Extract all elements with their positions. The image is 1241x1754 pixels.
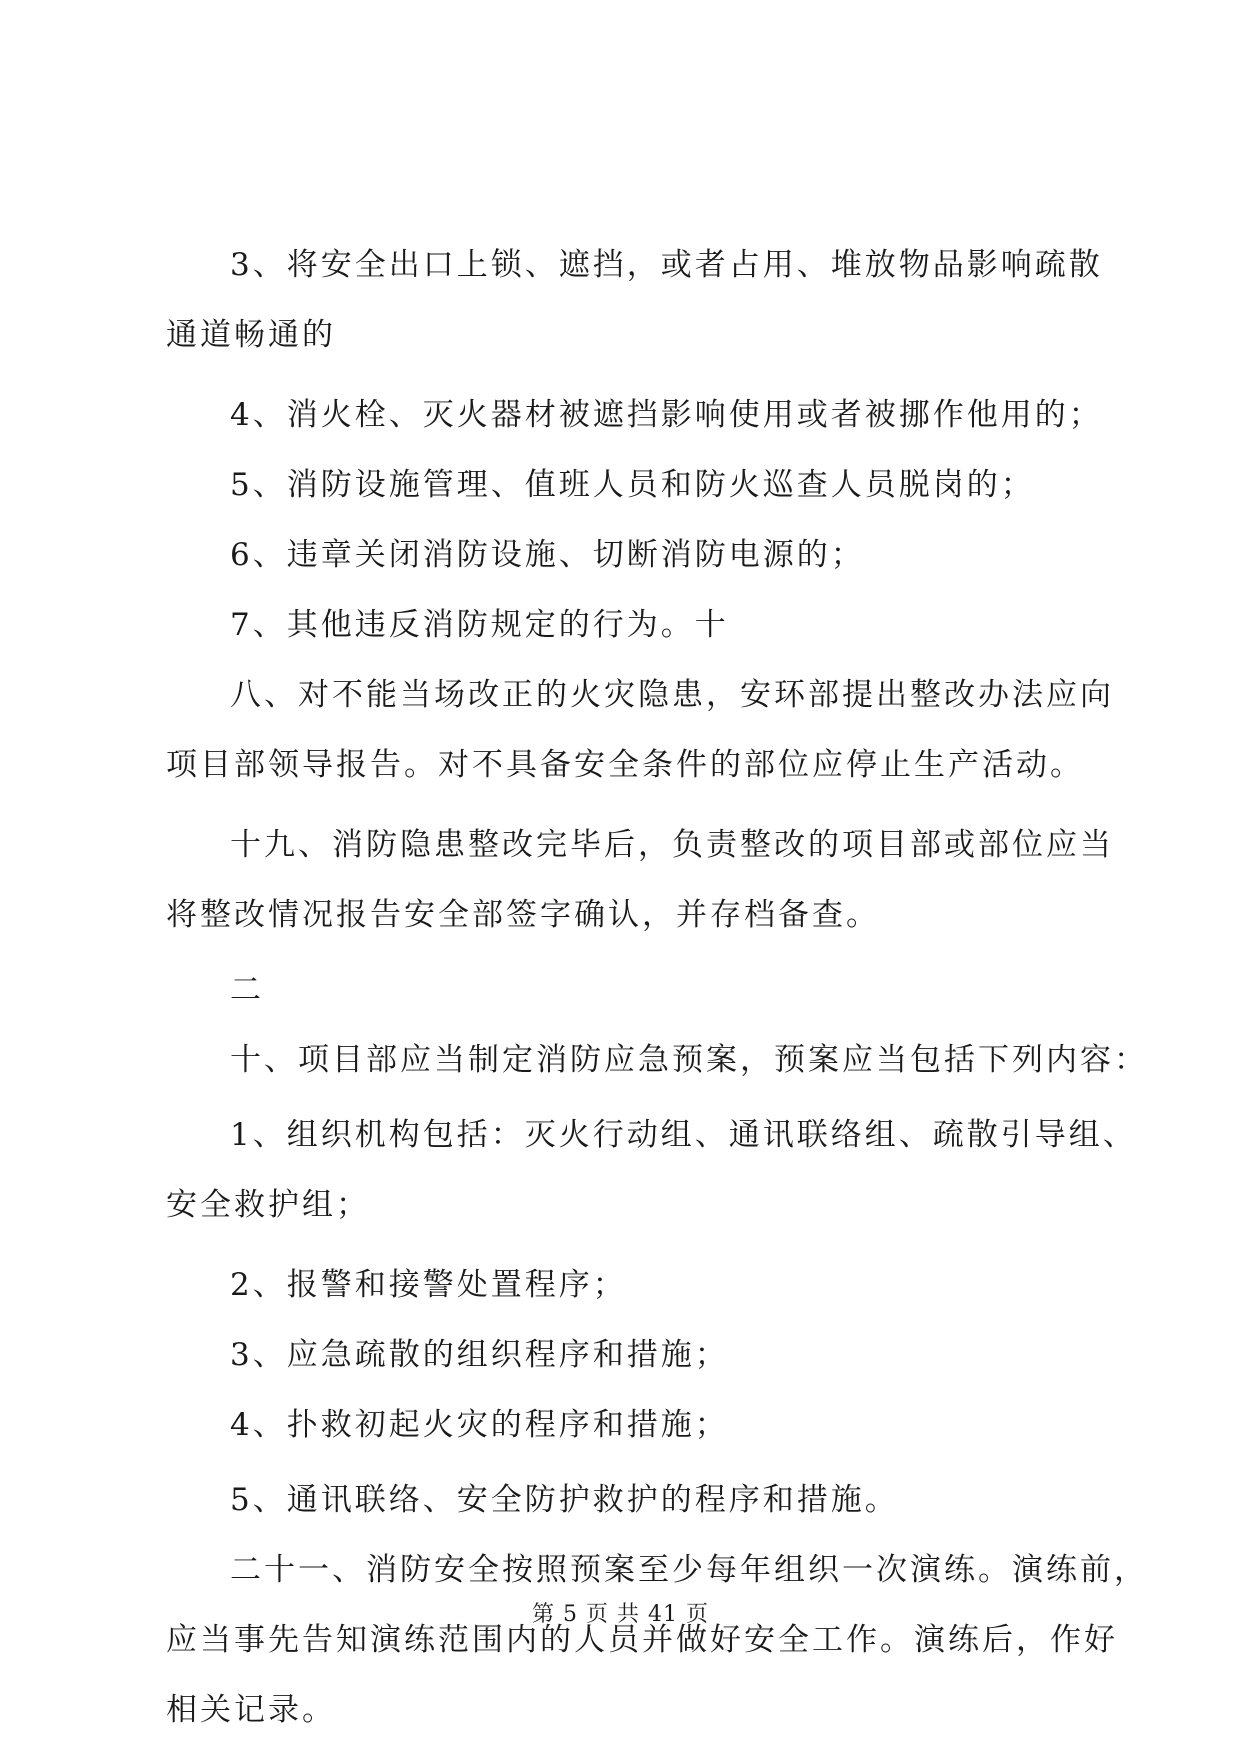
text-line: 4、扑救初起火灾的程序和措施； — [230, 1407, 729, 1443]
text-line: 通道畅通的 — [166, 317, 336, 353]
text-line: 应当事先告知演练范围内的人员并做好安全工作。演练后，作好 — [166, 1622, 1118, 1658]
text-line: 7、其他违反消防规定的行为。十 — [230, 607, 729, 643]
text-line: 八、对不能当场改正的火灾隐患，安环部提出整改办法应向 — [230, 677, 1114, 713]
text-line: 2、报警和接警处置程序； — [230, 1267, 627, 1303]
text-line: 6、违章关闭消防设施、切断消防电源的； — [230, 537, 865, 573]
text-line: 5、通讯联络、安全防护救护的程序和措施。 — [230, 1482, 899, 1518]
text-line: 4、消火栓、灭火器材被遮挡影响使用或者被挪作他用的； — [230, 397, 1103, 433]
text-line: 3、将安全出口上锁、遮挡，或者占用、堆放物品影响疏散 — [230, 247, 1103, 283]
text-line: 二 — [230, 972, 264, 1008]
text-line: 5、消防设施管理、值班人员和防火巡查人员脱岗的； — [230, 467, 1035, 503]
text-line: 相关记录。 — [166, 1692, 336, 1728]
text-line: 3、应急疏散的组织程序和措施； — [230, 1337, 729, 1373]
text-line: 将整改情况报告安全部签字确认，并存档备查。 — [166, 897, 880, 933]
text-line: 1、组织机构包括：灭火行动组、通讯联络组、疏散引导组、 — [230, 1117, 1137, 1153]
text-line: 项目部领导报告。对不具备安全条件的部位应停止生产活动。 — [166, 747, 1084, 783]
text-line: 十、项目部应当制定消防应急预案，预案应当包括下列内容： — [230, 1042, 1148, 1078]
text-line: 十九、消防隐患整改完毕后，负责整改的项目部或部位应当 — [230, 827, 1114, 863]
page-footer: 第 5 页 共 41 页 — [532, 1602, 709, 1627]
text-line: 二十一、消防安全按照预案至少每年组织一次演练。演练前， — [230, 1552, 1148, 1588]
text-line: 安全救护组； — [166, 1187, 370, 1223]
